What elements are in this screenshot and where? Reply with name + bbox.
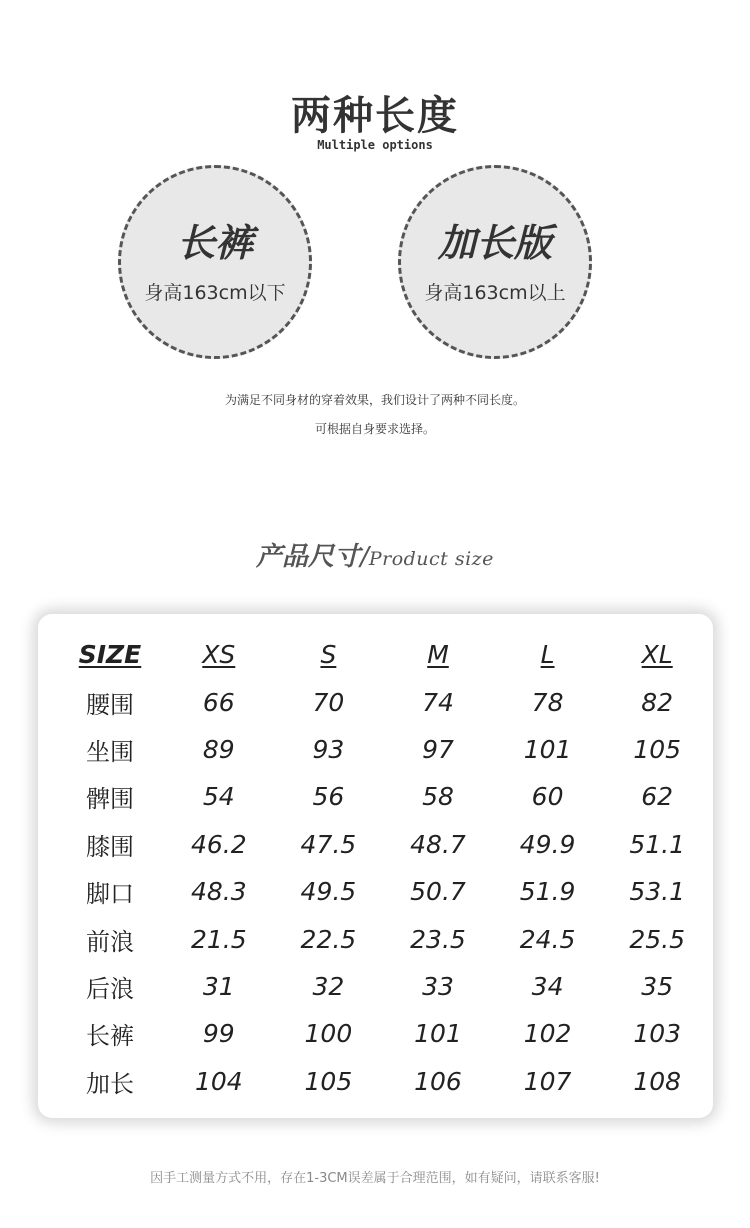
table-cell: 78 [531, 687, 564, 717]
page-title: 两种长度 [291, 93, 459, 139]
table-cell: 70 [312, 687, 345, 717]
table-cell: 99 [202, 1019, 235, 1049]
table-cell: 93 [312, 734, 345, 764]
size-section-title [0, 536, 750, 573]
table-cell: 56 [312, 782, 345, 812]
table-cell: 89 [202, 734, 235, 764]
table-cell: 62 [641, 782, 674, 812]
option-circle-regular [118, 165, 312, 359]
table-cell: 60 [531, 782, 564, 812]
table-cell: 100 [304, 1019, 353, 1049]
table-cell: 51.1 [629, 829, 686, 859]
table-cell: 101 [414, 1019, 462, 1049]
table-cell: 33 [422, 971, 454, 1001]
table-row [56, 726, 712, 773]
table-cell: 22.5 [300, 924, 357, 954]
table-cell: 47.5 [300, 829, 357, 859]
size-table-header-row [56, 631, 712, 678]
size-title-separator: / [360, 542, 369, 572]
table-row [56, 678, 712, 725]
row-label: 脚口 [86, 880, 134, 909]
table-cell: 101 [523, 734, 572, 764]
header-cell-xl: XL [641, 640, 673, 670]
row-label: 前浪 [86, 927, 134, 956]
table-cell: 49.5 [300, 877, 357, 907]
table-cell: 54 [202, 782, 235, 812]
table-row [56, 915, 712, 962]
size-title-en: Product size [368, 548, 494, 570]
table-row [56, 773, 712, 820]
table-cell: 108 [633, 1066, 682, 1096]
table-cell: 104 [194, 1066, 243, 1096]
table-cell: 21.5 [190, 924, 247, 954]
row-label: 坐围 [86, 737, 134, 766]
row-label: 后浪 [86, 974, 134, 1003]
table-cell: 107 [523, 1066, 572, 1096]
table-cell: 31 [202, 971, 235, 1001]
size-title-zh: 产品尺寸 [256, 542, 361, 572]
table-row [56, 1010, 712, 1057]
table-cell: 106 [414, 1066, 462, 1096]
description-line: 可根据自身要求选择。 [314, 422, 435, 436]
table-cell: 66 [202, 687, 235, 717]
table-cell: 35 [641, 971, 674, 1001]
row-label: 加长 [86, 1069, 134, 1098]
description-line: 为满足不同身材的穿着效果，我们设计了两种不同长度。 [224, 393, 525, 407]
table-row [56, 1058, 712, 1105]
table-cell: 50.7 [410, 877, 466, 907]
table-cell: 53.1 [629, 877, 686, 907]
option-height-range: 身高163cm以上 [424, 282, 566, 304]
table-cell: 49.9 [519, 829, 576, 859]
table-cell: 34 [531, 971, 564, 1001]
option-height-range: 身高163cm以下 [144, 282, 286, 304]
table-row [56, 963, 712, 1010]
table-cell: 23.5 [410, 924, 466, 954]
header-cell-size: SIZE [78, 640, 142, 670]
table-cell: 51.9 [519, 877, 576, 907]
table-cell: 58 [422, 782, 454, 812]
table-cell: 24.5 [519, 924, 576, 954]
table-cell: 105 [633, 734, 682, 764]
option-name: 加长版 [437, 221, 552, 265]
table-cell: 105 [304, 1066, 353, 1096]
header-cell-s: S [320, 640, 337, 670]
table-cell: 48.7 [410, 829, 466, 859]
table-cell: 46.2 [190, 829, 247, 859]
table-cell: 97 [422, 734, 454, 764]
header-cell-l: L [540, 640, 555, 670]
row-label: 长裤 [86, 1022, 134, 1051]
table-cell: 32 [312, 971, 345, 1001]
header-cell-xs: XS [202, 640, 236, 670]
option-circle-long [398, 165, 592, 359]
table-cell: 25.5 [629, 924, 686, 954]
table-cell: 102 [523, 1019, 572, 1049]
table-cell: 74 [422, 687, 454, 717]
row-label: 髀围 [86, 785, 134, 814]
option-name: 长裤 [176, 221, 253, 265]
footer-note: 因手工测量方式不用，存在1-3CM误差属于合理范围，如有疑问，请联系客服! [150, 1171, 600, 1186]
size-table-card [38, 614, 713, 1118]
header-cell-m: M [427, 640, 449, 670]
table-cell: 82 [641, 687, 674, 717]
table-cell: 103 [633, 1019, 682, 1049]
row-label: 膝围 [86, 832, 134, 861]
size-table [56, 631, 712, 1105]
page-subtitle: Multiple options [317, 138, 433, 152]
table-cell: 48.3 [190, 877, 247, 907]
table-row [56, 868, 712, 915]
row-label: 腰围 [86, 690, 134, 719]
table-row [56, 821, 712, 868]
